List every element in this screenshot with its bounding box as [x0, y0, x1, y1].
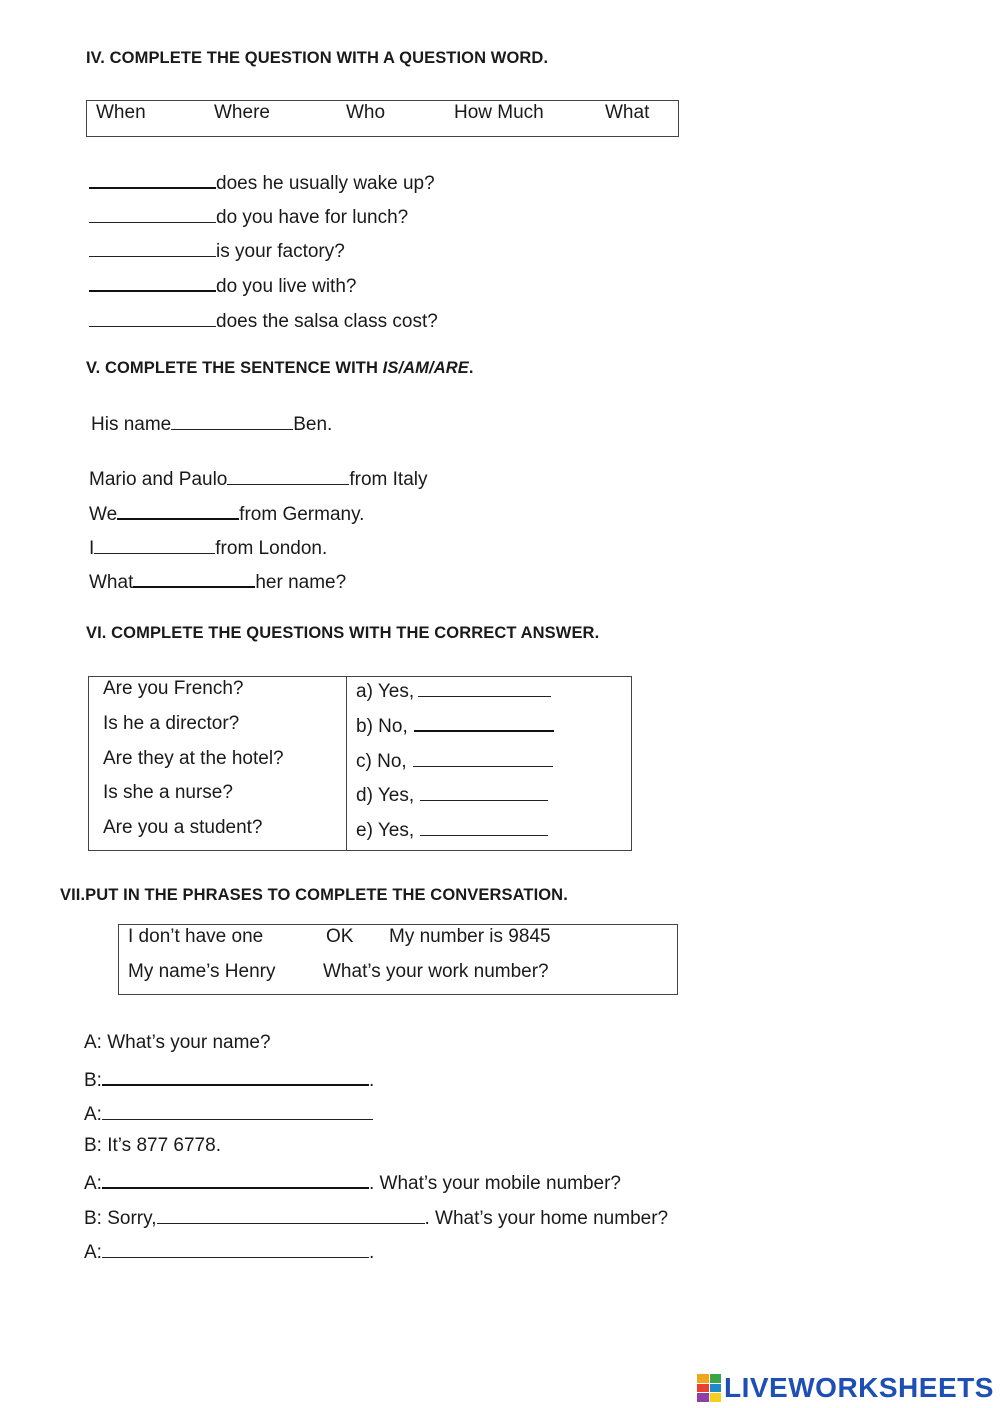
section-5-heading-suffix: .	[468, 359, 474, 377]
section-5-heading-italic: IS/AM/ARE	[382, 359, 469, 377]
answer-blank[interactable]	[418, 678, 551, 697]
word-box-item: What	[605, 102, 650, 123]
question-text: does he usually wake up?	[216, 173, 435, 194]
answer-blank[interactable]	[89, 273, 216, 292]
answer-blank[interactable]	[414, 713, 554, 732]
sentence-row	[89, 501, 364, 526]
sentence-start: Mario and Paulo	[89, 469, 228, 490]
qa-table	[88, 676, 632, 851]
table-answer	[356, 782, 548, 807]
sentence-start: What	[89, 572, 134, 593]
answer-blank[interactable]	[89, 204, 216, 223]
phrase-item: My number is 9845	[389, 926, 551, 947]
liveworksheets-logo-icon	[697, 1374, 721, 1402]
question-row	[89, 308, 438, 333]
logo-tile	[710, 1374, 722, 1383]
answer-blank[interactable]	[102, 1170, 369, 1189]
answer-blank[interactable]	[89, 308, 216, 327]
answer-blank[interactable]	[413, 748, 553, 767]
dialogue-speaker: A:	[84, 1173, 102, 1194]
sentence-start: His name	[91, 414, 172, 435]
question-row	[89, 273, 356, 298]
dialogue-text: B: It’s 877 6778.	[84, 1135, 221, 1156]
section-6-heading: VI. COMPLETE THE QUESTIONS WITH THE CORRECT ANSWER.	[86, 624, 600, 642]
table-answer	[356, 713, 554, 738]
sentence-end: her name?	[255, 572, 347, 593]
logo-text: LIVEWORKSHEETS	[724, 1372, 994, 1403]
answer-blank[interactable]	[89, 238, 216, 257]
answer-blank[interactable]	[133, 569, 255, 588]
dialogue-text: A: What’s your name?	[84, 1032, 271, 1053]
answer-blank[interactable]	[171, 411, 293, 430]
dialogue-text: .	[368, 1070, 375, 1091]
sentence-row	[89, 466, 428, 491]
question-text: do you have for lunch?	[216, 207, 409, 228]
logo-tile	[710, 1384, 722, 1393]
sentence-end: Ben.	[293, 414, 333, 435]
sentence-start: We	[89, 504, 118, 525]
answer-blank[interactable]	[102, 1067, 369, 1086]
dialogue-line	[84, 1170, 621, 1195]
word-box-item: Who	[346, 102, 386, 123]
phrase-item: OK	[326, 926, 354, 947]
question-word-box	[86, 100, 679, 137]
answer-label: c) No,	[356, 751, 407, 772]
answer-blank[interactable]	[157, 1205, 425, 1224]
sentence-row	[91, 411, 332, 436]
table-answer	[356, 817, 548, 842]
sentence-end: from Germany.	[239, 504, 365, 525]
answer-label: d) Yes,	[356, 785, 415, 806]
question-text: is your factory?	[216, 241, 345, 262]
dialogue-text: .	[368, 1242, 375, 1263]
answer-label: b) No,	[356, 716, 408, 737]
table-question: Are they at the hotel?	[103, 748, 284, 769]
question-text: do you live with?	[216, 276, 357, 297]
word-box-item: Where	[214, 102, 270, 123]
section-5-heading	[86, 359, 474, 378]
sentence-row	[89, 535, 327, 560]
table-question: Is she a nurse?	[103, 782, 233, 803]
sentence-start: I	[89, 538, 95, 559]
logo-tile	[710, 1393, 722, 1402]
answer-blank[interactable]	[420, 817, 548, 836]
table-question: Is he a director?	[103, 713, 240, 734]
dialogue-text: . What’s your mobile number?	[368, 1173, 621, 1194]
answer-blank[interactable]	[117, 501, 239, 520]
phrase-item: My name’s Henry	[128, 961, 276, 982]
section-5-heading-prefix: V. COMPLETE THE SENTENCE WITH	[86, 359, 383, 377]
dialogue-text: . What’s your home number?	[424, 1208, 669, 1229]
phrase-item: I don’t have one	[128, 926, 264, 947]
phrase-box	[118, 924, 678, 995]
answer-blank[interactable]	[227, 466, 349, 485]
dialogue-line	[84, 1101, 373, 1126]
question-row	[89, 238, 345, 263]
logo-tile	[697, 1393, 709, 1402]
logo-tile	[697, 1384, 709, 1393]
table-divider	[346, 677, 347, 850]
table-answer	[356, 678, 551, 703]
answer-label: a) Yes,	[356, 681, 415, 702]
word-box-item: When	[96, 102, 146, 123]
dialogue-speaker: B:	[84, 1070, 102, 1091]
table-question: Are you a student?	[103, 817, 263, 838]
dialogue-line	[84, 1239, 374, 1264]
liveworksheets-logo[interactable]	[697, 1372, 994, 1404]
answer-blank[interactable]	[102, 1239, 369, 1258]
question-row	[89, 204, 408, 229]
logo-tile	[697, 1374, 709, 1383]
question-text: does the salsa class cost?	[216, 311, 438, 332]
question-row	[89, 170, 435, 195]
dialogue-line	[84, 1205, 668, 1230]
phrase-item: What’s your work number?	[323, 961, 549, 982]
dialogue-line	[84, 1067, 374, 1092]
section-7-heading: VII.PUT IN THE PHRASES TO COMPLETE THE CONVERSATION.	[60, 886, 568, 904]
sentence-end: from London.	[215, 538, 328, 559]
dialogue-speaker: B: Sorry,	[84, 1208, 157, 1229]
dialogue-line	[84, 1135, 221, 1157]
answer-label: e) Yes,	[356, 820, 415, 841]
sentence-row	[89, 569, 346, 594]
answer-blank[interactable]	[102, 1101, 373, 1120]
answer-blank[interactable]	[94, 535, 215, 554]
sentence-end: from Italy	[349, 469, 428, 490]
answer-blank[interactable]	[420, 782, 548, 801]
table-question: Are you French?	[103, 678, 244, 699]
dialogue-line	[84, 1032, 271, 1054]
answer-blank[interactable]	[89, 170, 216, 189]
table-answer	[356, 748, 553, 773]
dialogue-speaker: A:	[84, 1242, 102, 1263]
section-4-heading: IV. COMPLETE THE QUESTION WITH A QUESTION WORD.	[86, 49, 549, 67]
dialogue-speaker: A:	[84, 1104, 102, 1125]
word-box-item: How Much	[454, 102, 544, 123]
